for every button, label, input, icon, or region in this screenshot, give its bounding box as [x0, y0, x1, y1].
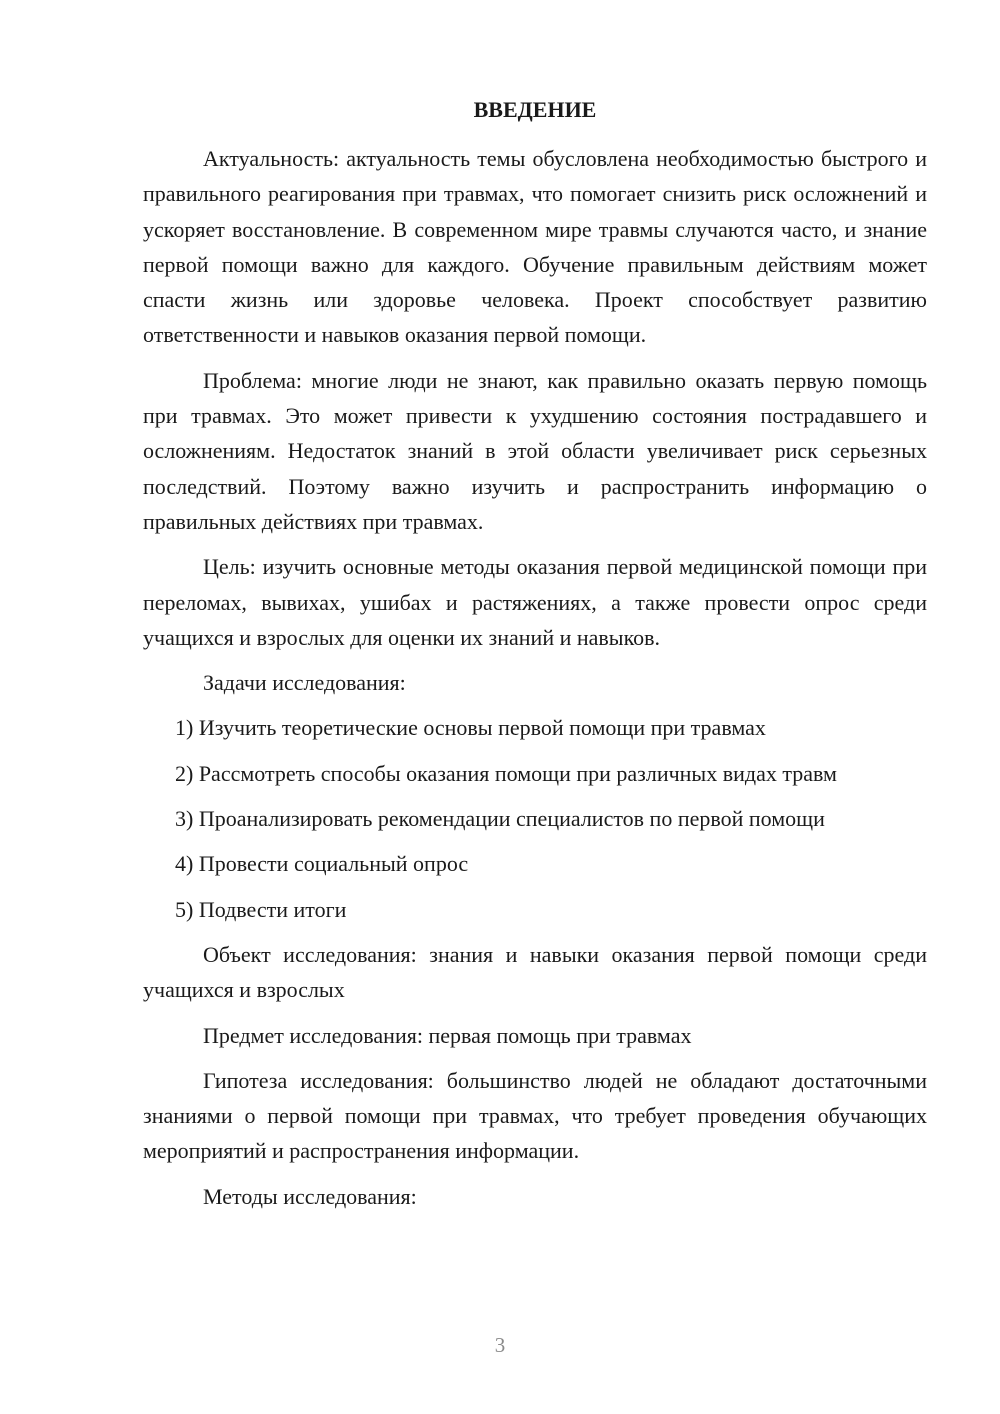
subject-paragraph: Предмет исследования: первая помощь при травмах	[203, 1022, 692, 1048]
relevance-paragraph: Актуальность: актуальность темы обусловлена необходимостью быстрого и правильного реагирования при травмах, что помогает снизить риск осложнений и ускоряет восстановление. В современном мире травмы случаются часто, и знание первой помощи важно для каждого. Обучение правильным действиям может спасти жизнь или здоровье человека. Проект способствует развитию ответственности и навыков оказания первой помощи.	[143, 146, 927, 348]
tasks-heading: Задачи исследования:	[203, 670, 406, 696]
tasks-list	[143, 710, 927, 926]
task-item-1: 1) Изучить теоретические основы первой помощи при травмах	[175, 715, 766, 741]
methods-heading: Методы исследования:	[203, 1183, 417, 1209]
problem-paragraph: Проблема: многие люди не знают, как правильно оказать первую помощь при травмах. Это может привести к ухудшению состояния пострадавшего и осложнениям. Недостаток знаний в этой области увеличивает риск серьезных последствий. Поэтому важно изучить и распространить информацию о правильных действиях при травмах.	[143, 367, 927, 534]
page-title: ВВЕДЕНИЕ	[473, 97, 597, 122]
task-item-4: 4) Провести социальный опрос	[175, 851, 469, 877]
task-item-3: 3) Проанализировать рекомендации специалистов по первой помощи	[175, 806, 825, 832]
object-paragraph: Объект исследования: знания и навыки оказания первой помощи среди учащихся и взрослых	[143, 941, 927, 1003]
task-item-2: 2) Рассмотреть способы оказания помощи при различных видах травм	[175, 760, 837, 786]
document-page	[143, 92, 927, 1224]
task-item-5: 5) Подвести итоги	[175, 896, 347, 922]
hypothesis-paragraph: Гипотеза исследования: большинство людей не обладают достаточными знаниями о первой помощи при травмах, что требует проведения обучающих мероприятий и распространения информации.	[143, 1067, 927, 1164]
page-number: 3	[494, 1333, 506, 1357]
goal-paragraph: Цель: изучить основные методы оказания первой медицинской помощи при переломах, вывихах, ушибах и растяжениях, а также провести опрос среди учащихся и взрослых для оценки их знаний и навыков.	[143, 554, 927, 650]
